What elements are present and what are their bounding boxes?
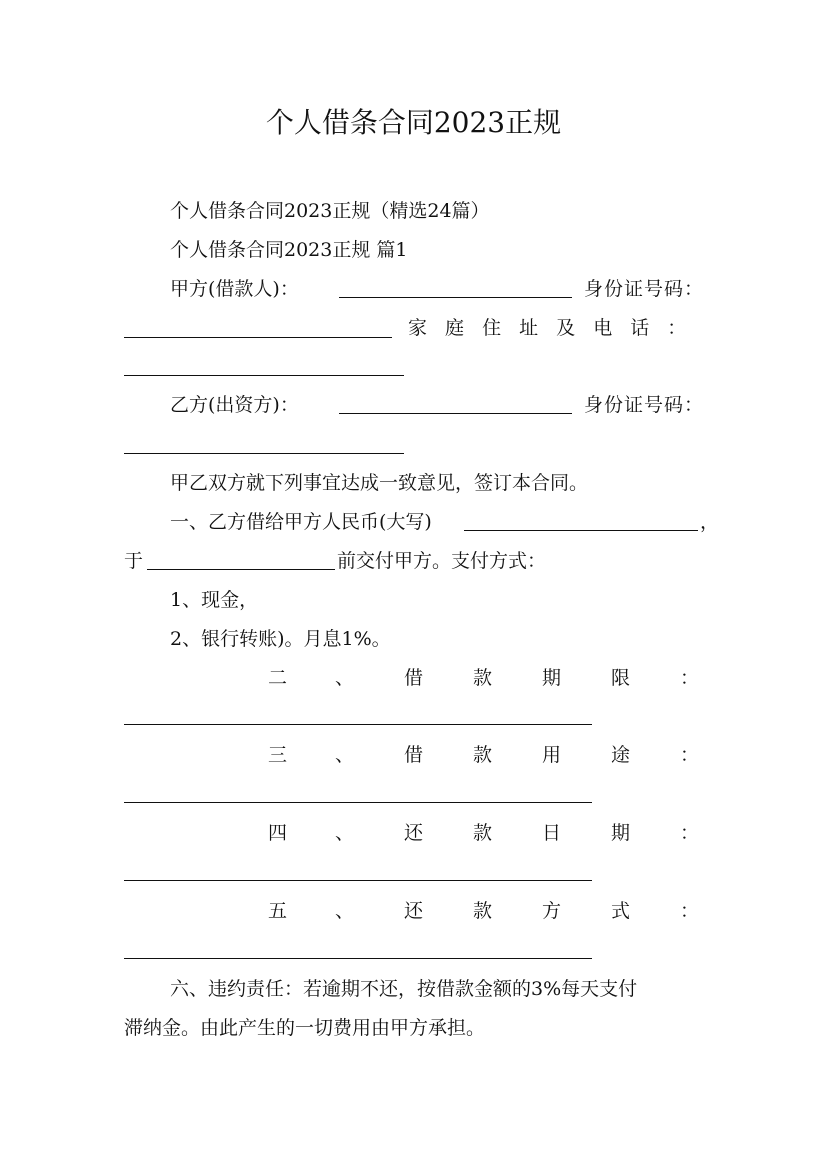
clause-4-char: 还 <box>404 822 424 844</box>
document-subtitle: 个人借条合同2023正规（精选24篇） <box>170 200 490 222</box>
party-a-name-blank[interactable] <box>339 277 572 298</box>
clause-3-char: 、 <box>335 744 355 766</box>
loan-purpose-blank[interactable] <box>124 802 592 803</box>
clause-4-char: 日 <box>542 822 562 844</box>
clause-3-char: 款 <box>473 744 493 766</box>
clause-1-text: 一、乙方借给甲方人民币(大写) <box>170 511 432 533</box>
clause-5-char: ： <box>680 900 700 922</box>
clause-2-char: 期 <box>542 667 562 689</box>
party-b-id-label: 身份证号码： <box>584 394 705 416</box>
document-title: 个人借条合同2023正规 <box>265 106 562 139</box>
clause-5-char: 款 <box>473 900 493 922</box>
loan-amount-blank[interactable] <box>464 510 698 531</box>
clause-2-char: 、 <box>335 667 355 689</box>
clause-3-char: 用 <box>542 744 562 766</box>
clause-5-label <box>124 899 700 923</box>
section-heading: 个人借条合同2023正规 篇1 <box>170 239 408 261</box>
party-a-id-label: 身份证号码： <box>584 278 705 300</box>
clause-4-char: 四 <box>268 822 288 844</box>
address-phone-label: 家 庭 住 址 及 电 话 ： <box>408 317 693 339</box>
party-b-id-blank[interactable] <box>124 453 404 454</box>
clause-2-char: 限 <box>611 667 631 689</box>
party-b-label: 乙方(出资方)： <box>170 394 299 416</box>
clause-5-char: 方 <box>542 900 562 922</box>
clause-1-date-prefix: 于 <box>124 550 144 572</box>
loan-term-blank[interactable] <box>124 724 592 725</box>
clause-3-char: 途 <box>611 744 631 766</box>
clause-5-char: 、 <box>335 900 355 922</box>
clause-2-char: 二 <box>268 667 288 689</box>
repayment-date-blank[interactable] <box>124 880 592 881</box>
party-a-id-blank[interactable] <box>124 337 392 338</box>
clause-5-char: 式 <box>611 900 631 922</box>
clause-4-char: 、 <box>335 822 355 844</box>
clause-2-char: ： <box>680 667 700 689</box>
clause-3-char: ： <box>680 744 700 766</box>
agreement-intro: 甲乙双方就下列事宜达成一致意见，签订本合同。 <box>170 472 589 494</box>
payment-option-bank: 2、银行转账)。月息1%。 <box>170 628 391 650</box>
clause-3-char: 三 <box>268 744 288 766</box>
payment-option-cash: 1、现金， <box>170 589 259 611</box>
address-phone-blank[interactable] <box>124 375 404 376</box>
clause-2-char: 借 <box>404 667 424 689</box>
clause-3-char: 借 <box>404 744 424 766</box>
clause-4-char: 期 <box>611 822 631 844</box>
clause-4-label <box>124 821 700 845</box>
clause-3-label <box>124 743 700 767</box>
clause-6-line-2: 滞纳金。由此产生的一切费用由甲方承担。 <box>124 1017 486 1039</box>
repayment-method-blank[interactable] <box>124 958 592 959</box>
clause-1-comma: ， <box>700 511 720 533</box>
clause-2-label <box>124 666 700 690</box>
clause-5-char: 五 <box>268 900 288 922</box>
clause-1-date-suffix: 前交付甲方。支付方式： <box>337 550 547 572</box>
payment-date-blank[interactable] <box>147 549 335 570</box>
party-a-label: 甲方(借款人)： <box>170 278 299 300</box>
party-b-name-blank[interactable] <box>339 393 572 414</box>
clause-2-char: 款 <box>473 667 493 689</box>
clause-4-char: 款 <box>473 822 493 844</box>
clause-6-line-1: 六、违约责任：若逾期不还，按借款金额的3%每天支付 <box>170 978 638 1000</box>
clause-5-char: 还 <box>404 900 424 922</box>
clause-4-char: ： <box>680 822 700 844</box>
